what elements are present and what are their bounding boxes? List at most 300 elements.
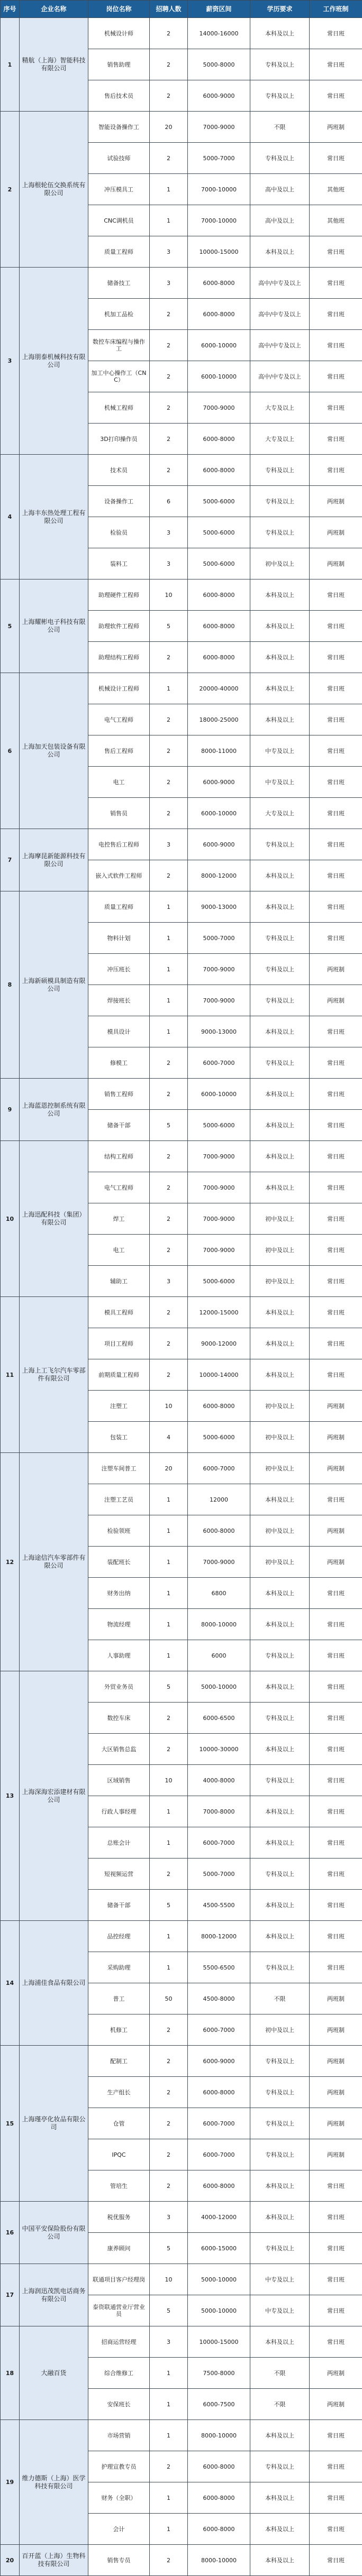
salary-cell: 5000-10000 <box>188 2295 250 2326</box>
shift-cell: 常日班 <box>310 1796 362 1827</box>
position-cell: 冲压模具工 <box>88 174 150 205</box>
position-cell: 储备干部 <box>88 1110 150 1141</box>
shift-cell: 常日班 <box>310 642 362 673</box>
education-cell: 专科及以上 <box>250 1047 310 1079</box>
education-cell: 本科及以上 <box>250 1079 310 1110</box>
position-cell: 电工 <box>88 767 150 798</box>
salary-cell: 6000-7000 <box>188 2014 250 2046</box>
headcount-cell: 2 <box>150 798 188 829</box>
shift-cell: 常日班 <box>310 1203 362 1235</box>
headcount-cell: 2 <box>150 2046 188 2077</box>
shift-cell: 常日班 <box>310 1484 362 1515</box>
position-cell: 电气工程师 <box>88 704 150 735</box>
shift-cell: 常日班 <box>310 1952 362 1983</box>
salary-cell: 5000-6000 <box>188 1266 250 1297</box>
headcount-cell: 2 <box>150 1297 188 1328</box>
salary-cell: 7000-8000 <box>188 1796 250 1827</box>
shift-cell: 两班制 <box>310 2139 362 2170</box>
shift-cell: 常日班 <box>310 2451 362 2482</box>
job-table-body <box>1 18 362 2576</box>
salary-cell: 7000-10000 <box>188 174 250 205</box>
education-cell: 专科及以上 <box>250 829 310 860</box>
salary-cell: 5000-6000 <box>188 1110 250 1141</box>
position-cell: 仓管 <box>88 2108 150 2139</box>
salary-cell: 7000-9000 <box>188 1172 250 1203</box>
table-row <box>1 2046 362 2077</box>
salary-cell: 6000-8000 <box>188 299 250 330</box>
headcount-cell: 1 <box>150 2420 188 2451</box>
shift-cell: 两班制 <box>310 1515 362 1547</box>
shift-cell: 两班制 <box>310 112 362 143</box>
headcount-cell: 2 <box>150 2451 188 2482</box>
salary-cell: 4500-5500 <box>188 1890 250 1921</box>
position-cell: 装料工 <box>88 548 150 579</box>
education-cell: 不限 <box>250 112 310 143</box>
education-cell: 本科及以上 <box>250 2514 310 2545</box>
shift-cell: 常日班 <box>310 1609 362 1640</box>
education-cell: 本科及以上 <box>250 1827 310 1859</box>
shift-cell: 常日班 <box>310 1141 362 1172</box>
salary-cell: 7000-9000 <box>188 985 250 1016</box>
company-number: 11 <box>1 1297 20 1453</box>
salary-cell: 8000-12000 <box>188 860 250 891</box>
company-number: 3 <box>1 268 20 455</box>
position-cell: 模具设计 <box>88 1016 150 1047</box>
education-cell: 本科及以上 <box>250 1671 310 1703</box>
position-cell: 电工 <box>88 1235 150 1266</box>
position-cell: 销售工程师 <box>88 1079 150 1110</box>
position-cell: 大区销售总监 <box>88 1734 150 1765</box>
shift-cell: 常日班 <box>310 392 362 424</box>
salary-cell: 6000-8000 <box>188 2170 250 2202</box>
shift-cell: 常日班 <box>310 2170 362 2202</box>
company-name: 上海新硕模具制造有限公司 <box>20 891 88 1079</box>
salary-cell: 6000-10000 <box>188 361 250 392</box>
position-cell: 联通项目客户经理岗 <box>88 2264 150 2295</box>
education-cell: 本科及以上 <box>250 2420 310 2451</box>
headcount-cell: 2 <box>150 1859 188 1890</box>
company-name: 上海深海宏添建材有限公司 <box>20 1671 88 1921</box>
salary-cell: 7000-10000 <box>188 205 250 236</box>
education-cell: 本科及以上 <box>250 611 310 642</box>
company-number: 17 <box>1 2264 20 2326</box>
header-shift: 工作班制 <box>310 1 362 18</box>
salary-cell: 6000-9000 <box>188 2046 250 2077</box>
position-cell: 数控车床编程与操作工 <box>88 330 150 361</box>
position-cell: 修模工 <box>88 1047 150 1079</box>
education-cell: 本科及以上 <box>250 2326 310 2358</box>
education-cell: 专科及以上 <box>250 1703 310 1734</box>
salary-cell: 6800 <box>188 1578 250 1609</box>
shift-cell: 常日班 <box>310 2264 362 2295</box>
shift-cell: 常日班 <box>310 1734 362 1765</box>
education-cell: 本科及以上 <box>250 2202 310 2233</box>
headcount-cell: 2 <box>150 1047 188 1079</box>
position-cell: 储备技工 <box>88 268 150 299</box>
position-cell: 外贸业务员 <box>88 1671 150 1703</box>
position-cell: 注塑工艺员 <box>88 1484 150 1515</box>
salary-cell: 6000-8000 <box>188 1515 250 1547</box>
education-cell: 本科及以上 <box>250 1609 310 1640</box>
salary-cell: 8000-11000 <box>188 735 250 767</box>
table-row <box>1 2420 362 2451</box>
headcount-cell: 1 <box>150 1515 188 1547</box>
headcount-cell: 2 <box>150 1703 188 1734</box>
education-cell: 高中/中专及以上 <box>250 361 310 392</box>
salary-cell: 6000-15000 <box>188 2233 250 2264</box>
salary-cell: 10000-30000 <box>188 1734 250 1765</box>
education-cell: 初中及以上 <box>250 1266 310 1297</box>
salary-cell: 6000-7000 <box>188 1047 250 1079</box>
headcount-cell: 2 <box>150 1203 188 1235</box>
education-cell: 本科及以上 <box>250 704 310 735</box>
headcount-cell: 2 <box>150 330 188 361</box>
education-cell: 专科及以上 <box>250 2046 310 2077</box>
headcount-cell: 2 <box>150 424 188 455</box>
shift-cell: 常日班 <box>310 2482 362 2514</box>
education-cell: 本科及以上 <box>250 1172 310 1203</box>
headcount-cell: 2 <box>150 1734 188 1765</box>
table-row <box>1 1453 362 1484</box>
education-cell: 专科及以上 <box>250 1640 310 1671</box>
shift-cell: 两班制 <box>310 2046 362 2077</box>
company-number: 20 <box>1 2545 20 2576</box>
salary-cell: 6000-7000 <box>188 1827 250 1859</box>
position-cell: 结构工程师 <box>88 1141 150 1172</box>
position-cell: 物流经理 <box>88 1609 150 1640</box>
education-cell: 本科及以上 <box>250 579 310 611</box>
position-cell: 财务（全职） <box>88 2482 150 2514</box>
position-cell: 质量工程师 <box>88 891 150 923</box>
education-cell: 专科及以上 <box>250 954 310 985</box>
headcount-cell: 2 <box>150 1172 188 1203</box>
position-cell: 护理宣教专员 <box>88 2451 150 2482</box>
shift-cell: 两班制 <box>310 486 362 517</box>
salary-cell: 6000-6500 <box>188 1703 250 1734</box>
shift-cell: 常日班 <box>310 1297 362 1328</box>
education-cell: 不限 <box>250 2389 310 2420</box>
header-no: 序号 <box>1 1 20 18</box>
company-number: 2 <box>1 112 20 268</box>
position-cell: 质量工程师 <box>88 236 150 268</box>
position-cell: 泰资联通营业厅营业员 <box>88 2295 150 2326</box>
shift-cell: 常日班 <box>310 579 362 611</box>
headcount-cell: 2 <box>150 704 188 735</box>
position-cell: 注塑车间普工 <box>88 1453 150 1484</box>
headcount-cell: 1 <box>150 1952 188 1983</box>
company-name: 上海根轮伍交换系统有限公司 <box>20 112 88 268</box>
salary-cell: 6000-10000 <box>188 798 250 829</box>
salary-cell: 6000-9000 <box>188 767 250 798</box>
salary-cell: 5000-7000 <box>188 923 250 954</box>
position-cell: 机械设计工程师 <box>88 673 150 704</box>
headcount-cell: 1 <box>150 923 188 954</box>
table-row <box>1 455 362 486</box>
headcount-cell: 2 <box>150 2545 188 2576</box>
shift-cell: 常日班 <box>310 1016 362 1047</box>
salary-cell: 5000-6000 <box>188 1422 250 1453</box>
education-cell: 专科及以上 <box>250 1765 310 1796</box>
education-cell: 高中/中专及以上 <box>250 299 310 330</box>
position-cell: 助理结构工程师 <box>88 642 150 673</box>
position-cell: 设备操作工 <box>88 486 150 517</box>
salary-cell: 5000-7000 <box>188 1859 250 1890</box>
table-row <box>1 112 362 143</box>
headcount-cell: 2 <box>150 1328 188 1359</box>
education-cell: 本科及以上 <box>250 2545 310 2576</box>
shift-cell: 常日班 <box>310 1859 362 1890</box>
headcount-cell: 10 <box>150 579 188 611</box>
headcount-cell: 5 <box>150 1671 188 1703</box>
table-row <box>1 1297 362 1328</box>
headcount-cell: 1 <box>150 1484 188 1515</box>
position-cell: 税优服务 <box>88 2202 150 2233</box>
salary-cell: 6000-7500 <box>188 2389 250 2420</box>
salary-cell: 6000-8000 <box>188 611 250 642</box>
salary-cell: 5000-8000 <box>188 49 250 80</box>
education-cell: 本科及以上 <box>250 2482 310 2514</box>
position-cell: 采购助理 <box>88 1952 150 1983</box>
salary-cell: 10000-15000 <box>188 236 250 268</box>
company-name: 上海途信汽车零部件有限公司 <box>20 1453 88 1671</box>
position-cell: 焊接班长 <box>88 985 150 1016</box>
education-cell: 初中及以上 <box>250 1547 310 1578</box>
headcount-cell: 6 <box>150 486 188 517</box>
company-name: 上海润迅茂凯电话商务有限公司 <box>20 2264 88 2326</box>
table-row <box>1 2264 362 2295</box>
company-name: 上海耀彬电子科技有限公司 <box>20 579 88 673</box>
shift-cell: 常日班 <box>310 611 362 642</box>
company-name: 上海蓝恩控制系统有限公司 <box>20 1079 88 1141</box>
shift-cell: 两班制 <box>310 1983 362 2014</box>
position-cell: 机械工程师 <box>88 392 150 424</box>
shift-cell: 两班制 <box>310 2389 362 2420</box>
headcount-cell: 10 <box>150 1765 188 1796</box>
position-cell: 市场营销 <box>88 2420 150 2451</box>
education-cell: 初中及以上 <box>250 1235 310 1266</box>
salary-cell: 5500-6500 <box>188 1952 250 1983</box>
salary-cell: 5000-6000 <box>188 517 250 548</box>
education-cell: 本科及以上 <box>250 1016 310 1047</box>
header-company: 企业名称 <box>20 1 88 18</box>
headcount-cell: 10 <box>150 2264 188 2295</box>
headcount-cell: 2 <box>150 455 188 486</box>
table-row <box>1 1921 362 1952</box>
salary-cell: 6000-8000 <box>188 2451 250 2482</box>
education-cell: 初中及以上 <box>250 1203 310 1235</box>
position-cell: 智能设备操作工 <box>88 112 150 143</box>
shift-cell: 常日班 <box>310 1235 362 1266</box>
shift-cell: 常日班 <box>310 361 362 392</box>
shift-cell: 常日班 <box>310 1640 362 1671</box>
salary-cell: 8000-10000 <box>188 2420 250 2451</box>
header-position: 岗位名称 <box>88 1 150 18</box>
salary-cell: 6000-9000 <box>188 829 250 860</box>
shift-cell: 常日班 <box>310 923 362 954</box>
company-number: 10 <box>1 1141 20 1297</box>
education-cell: 本科及以上 <box>250 1141 310 1172</box>
shift-cell: 两班制 <box>310 1547 362 1578</box>
headcount-cell: 2 <box>150 80 188 112</box>
shift-cell: 常日班 <box>310 2295 362 2326</box>
education-cell: 专科及以上 <box>250 1859 310 1890</box>
position-cell: 行政人事经理 <box>88 1796 150 1827</box>
headcount-cell: 1 <box>150 1921 188 1952</box>
position-cell: 管培生 <box>88 2170 150 2202</box>
headcount-cell: 50 <box>150 1983 188 2014</box>
shift-cell: 常日班 <box>310 2233 362 2264</box>
company-number: 1 <box>1 18 20 112</box>
position-cell: 试验技师 <box>88 143 150 174</box>
shift-cell: 其他班 <box>310 205 362 236</box>
headcount-cell: 1 <box>150 174 188 205</box>
shift-cell: 常日班 <box>310 424 362 455</box>
position-cell: 销售专员 <box>88 2545 150 2576</box>
salary-cell: 7000-9000 <box>188 1235 250 1266</box>
position-cell: 康养顾问 <box>88 2233 150 2264</box>
position-cell: 助理硬件工程师 <box>88 579 150 611</box>
salary-cell: 6000-8000 <box>188 579 250 611</box>
position-cell: 财务出纳 <box>88 1578 150 1609</box>
salary-cell: 5000-10000 <box>188 2264 250 2295</box>
company-name: 上海朋泰机械科技有限公司 <box>20 268 88 455</box>
headcount-cell: 5 <box>150 1110 188 1141</box>
salary-cell: 18000-25000 <box>188 704 250 735</box>
headcount-cell: 3 <box>150 548 188 579</box>
salary-cell: 6000-8000 <box>188 455 250 486</box>
shift-cell: 常日班 <box>310 1671 362 1703</box>
education-cell: 专科及以上 <box>250 1952 310 1983</box>
shift-cell: 常日班 <box>310 2545 362 2576</box>
table-row <box>1 2545 362 2576</box>
education-cell: 高中及以上 <box>250 205 310 236</box>
position-cell: 模具工程师 <box>88 1297 150 1328</box>
education-cell: 初中及以上 <box>250 1422 310 1453</box>
shift-cell: 常日班 <box>310 1079 362 1110</box>
headcount-cell: 5 <box>150 611 188 642</box>
table-row <box>1 579 362 611</box>
position-cell: 机械设计师 <box>88 18 150 49</box>
salary-cell: 8000-10000 <box>188 1609 250 1640</box>
education-cell: 本科及以上 <box>250 1328 310 1359</box>
salary-cell: 14000-16000 <box>188 18 250 49</box>
position-cell: 前期质量工程师 <box>88 1359 150 1391</box>
salary-cell: 8000-12000 <box>188 1921 250 1952</box>
shift-cell: 两班制 <box>310 548 362 579</box>
education-cell: 专科及以上 <box>250 2451 310 2482</box>
education-cell: 中专及以上 <box>250 2264 310 2295</box>
shift-cell: 常日班 <box>310 1359 362 1391</box>
position-cell: 普工 <box>88 1983 150 2014</box>
shift-cell: 常日班 <box>310 236 362 268</box>
table-row <box>1 891 362 923</box>
salary-cell: 6000-8000 <box>188 2482 250 2514</box>
company-number: 8 <box>1 891 20 1079</box>
shift-cell: 常日班 <box>310 2202 362 2233</box>
salary-cell: 5000-6000 <box>188 548 250 579</box>
table-row <box>1 2326 362 2358</box>
salary-cell: 7000-9000 <box>188 1547 250 1578</box>
salary-cell: 4000-8000 <box>188 1765 250 1796</box>
salary-cell: 12000-15000 <box>188 1297 250 1328</box>
shift-cell: 常日班 <box>310 1921 362 1952</box>
salary-cell: 4500-8000 <box>188 1983 250 2014</box>
headcount-cell: 4 <box>150 1422 188 1453</box>
shift-cell: 两班制 <box>310 985 362 1016</box>
shift-cell: 其他班 <box>310 174 362 205</box>
position-cell: 数控车床 <box>88 1703 150 1734</box>
shift-cell: 两班制 <box>310 2077 362 2108</box>
headcount-cell: 2 <box>150 392 188 424</box>
salary-cell: 7000-9000 <box>188 954 250 985</box>
company-number: 5 <box>1 579 20 673</box>
salary-cell: 5000-6000 <box>188 486 250 517</box>
salary-cell: 6000-7000 <box>188 1453 250 1484</box>
headcount-cell: 5 <box>150 2233 188 2264</box>
education-cell: 初中及以上 <box>250 1515 310 1547</box>
table-row <box>1 1079 362 1110</box>
company-name: 维力德斯（上海）医学科技有限公司 <box>20 2420 88 2545</box>
table-row <box>1 268 362 299</box>
company-number: 16 <box>1 2202 20 2264</box>
headcount-cell: 1 <box>150 205 188 236</box>
position-cell: 嵌入式软件工程师 <box>88 860 150 891</box>
position-cell: 电气工程师 <box>88 1172 150 1203</box>
table-row <box>1 2202 362 2233</box>
company-name: 上海丰东热处理工程有限公司 <box>20 455 88 579</box>
headcount-cell: 2 <box>150 361 188 392</box>
salary-cell: 7000-9000 <box>188 392 250 424</box>
education-cell: 本科及以上 <box>250 642 310 673</box>
position-cell: 销售助理 <box>88 49 150 80</box>
shift-cell: 常日班 <box>310 891 362 923</box>
company-number: 7 <box>1 829 20 891</box>
education-cell: 专科及以上 <box>250 2108 310 2139</box>
headcount-cell: 3 <box>150 2326 188 2358</box>
position-cell: 焊工 <box>88 1203 150 1235</box>
position-cell: 项目工程师 <box>88 1328 150 1359</box>
company-name: 上海浦佳食品有限公司 <box>20 1921 88 2046</box>
headcount-cell: 1 <box>150 673 188 704</box>
education-cell: 本科及以上 <box>250 1110 310 1141</box>
shift-cell: 常日班 <box>310 1328 362 1359</box>
header-row <box>1 1 362 18</box>
company-name: 上海摩昆新能源科技有限公司 <box>20 829 88 891</box>
position-cell: 包装工 <box>88 1422 150 1453</box>
salary-cell: 5000-7000 <box>188 143 250 174</box>
shift-cell: 常日班 <box>310 299 362 330</box>
position-cell: CNC调机员 <box>88 205 150 236</box>
shift-cell: 常日班 <box>310 767 362 798</box>
shift-cell: 常日班 <box>310 2326 362 2358</box>
shift-cell: 常日班 <box>310 735 362 767</box>
position-cell: 售后工程师 <box>88 735 150 767</box>
salary-cell: 4000-12000 <box>188 2202 250 2233</box>
shift-cell: 两班制 <box>310 517 362 548</box>
headcount-cell: 2 <box>150 1141 188 1172</box>
education-cell: 不限 <box>250 2358 310 2389</box>
salary-cell: 9000-12000 <box>188 1328 250 1359</box>
headcount-cell: 1 <box>150 2389 188 2420</box>
headcount-cell: 2 <box>150 1079 188 1110</box>
education-cell: 初中及以上 <box>250 1453 310 1484</box>
shift-cell: 两班制 <box>310 2108 362 2139</box>
header-education: 学历要求 <box>250 1 310 18</box>
headcount-cell: 3 <box>150 268 188 299</box>
headcount-cell: 10 <box>150 1391 188 1422</box>
position-cell: 3D打印操作员 <box>88 424 150 455</box>
position-cell: 总账会计 <box>88 1827 150 1859</box>
